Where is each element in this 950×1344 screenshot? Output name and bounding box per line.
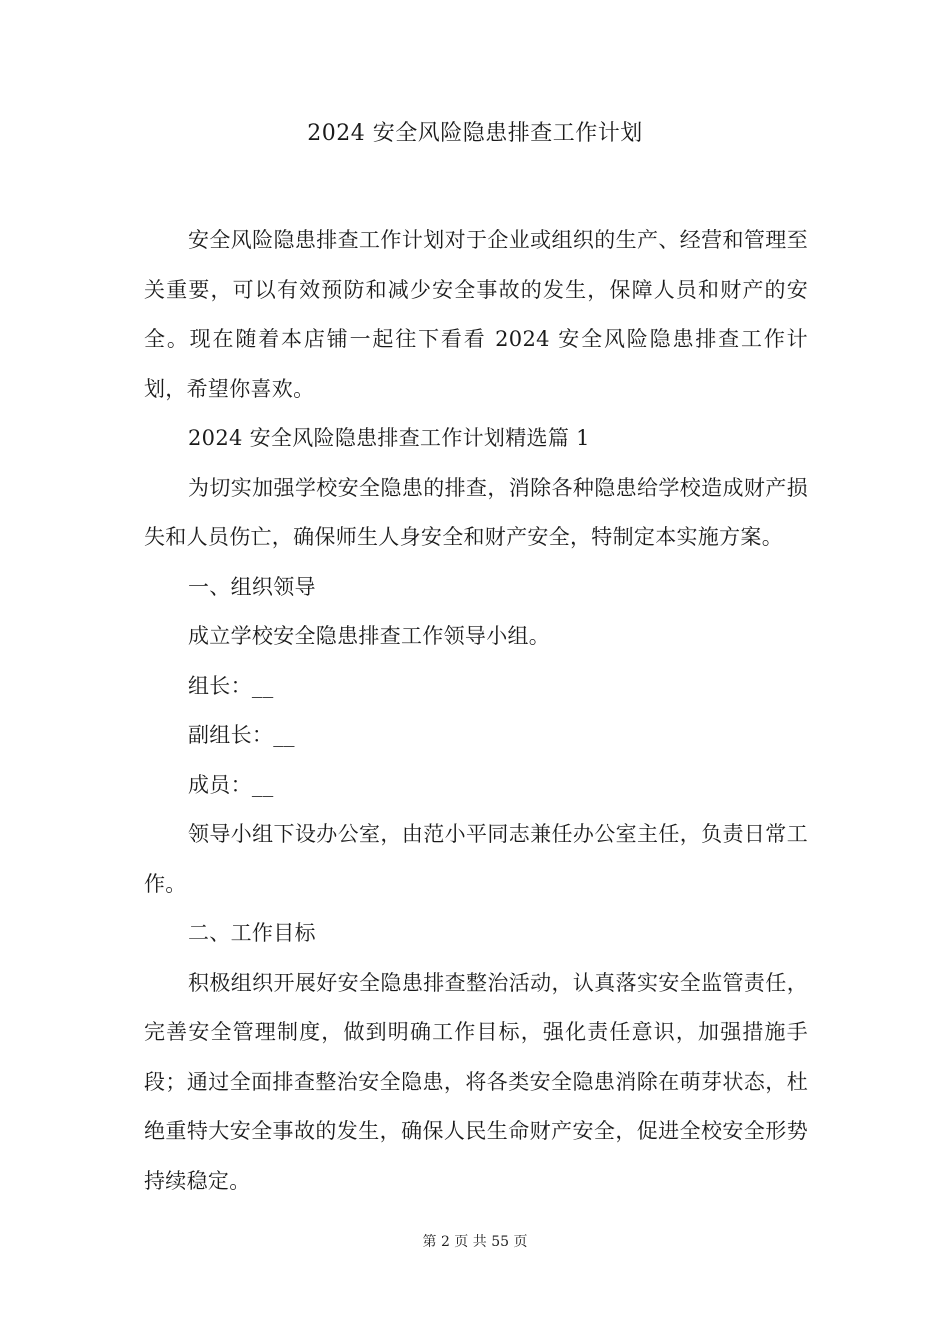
section-heading-part-1: 2024 安全风险隐患排查工作计划精选篇 1: [188, 426, 590, 450]
goals-paragraph: 积极组织开展好安全隐患排查整治活动，认真落实安全监管责任，完善安全管理制度，做到明确工作目标，强化责任意识，加强措施手段；通过全面排查整治安全隐患，将各类安全隐患消除在萌芽状态，杜绝重特大安全事故的发生，确保人民生命财产安全，促进全校安全形势持续稳定。: [144, 970, 808, 1193]
document-body: [144, 216, 808, 1206]
purpose-paragraph: 为切实加强学校安全隐患的排查，消除各种隐患给学校造成财产损失和人员伤亡，确保师生人身安全和财产安全，特制定本实施方案。: [144, 475, 808, 549]
heading-goals: 二、工作目标: [188, 921, 316, 945]
intro-paragraph: 安全风险隐患排查工作计划对于企业或组织的生产、经营和管理至关重要，可以有效预防和减少安全事故的发生，保障人员和财产的安全。现在随着本店铺一起往下看看 2024 安全风险隐患排查工作计划，希望你喜欢。: [144, 228, 808, 401]
page-number: 第 2 页 共 55 页: [422, 1234, 528, 1250]
group-leader-line: 组长：__: [188, 673, 274, 698]
office-paragraph: 领导小组下设办公室，由范小平同志兼任办公室主任，负责日常工作。: [144, 822, 808, 896]
deputy-leader-line: 副组长：__: [188, 723, 295, 747]
heading-organization: 一、组织领导: [188, 574, 316, 599]
page-footer: [0, 1232, 950, 1252]
leading-group-paragraph: 成立学校安全隐患排查工作领导小组。: [188, 624, 551, 648]
document-title: 2024 安全风险隐患排查工作计划: [307, 121, 643, 146]
members-line: 成员：__: [188, 772, 274, 797]
